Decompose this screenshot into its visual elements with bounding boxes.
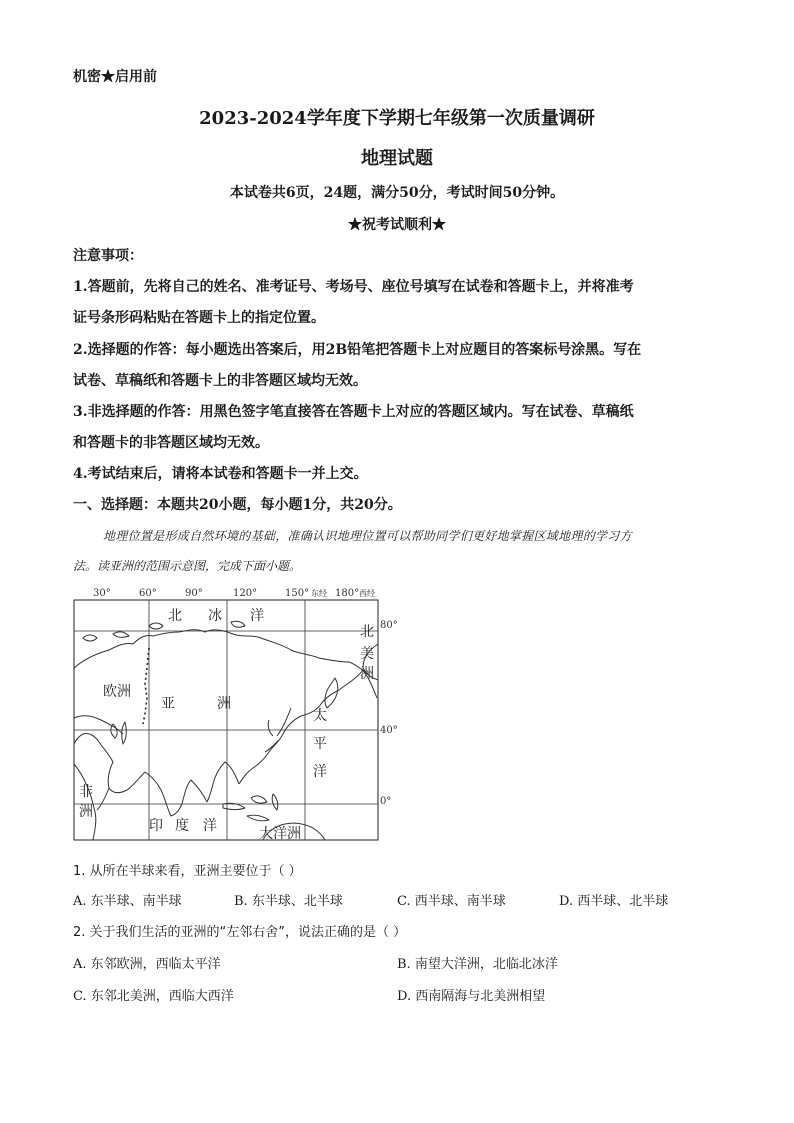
map-label-oceania: 大洋洲 — [259, 826, 301, 842]
lon-label: 东经 — [311, 589, 327, 598]
note-line: 3.非选择题的作答：用黑色签字笔直接答在答题卡上对应的答题区域内。写在试卷、草稿纸 — [73, 404, 634, 420]
map-label-indian: 印 — [149, 818, 163, 834]
note-line: 和答题卡的非答题区域均无效。 — [73, 435, 269, 451]
coastlines — [74, 621, 378, 840]
confidential-label: 机密★启用前 — [73, 69, 157, 85]
map-label-africa: 洲 — [79, 804, 93, 820]
exam-info: 本试卷共6页，24题，满分50分，考试时间50分钟。 — [229, 185, 565, 201]
note-line: 试卷、草稿纸和答题卡上的非答题区域均无效。 — [73, 373, 367, 389]
section-title: 一、选择题：本题共20小题，每小题1分，共20分。 — [73, 497, 402, 513]
subject-title: 地理试题 — [361, 148, 433, 169]
lon-label: 60° — [139, 588, 157, 599]
asia-map — [73, 586, 413, 844]
answer-option[interactable]: A. 东邻欧洲，西临太平洋 — [73, 957, 221, 972]
lon-label: 30° — [93, 588, 111, 599]
map-label-arctic: 北 — [168, 608, 182, 624]
notes-heading: 注意事项： — [73, 248, 143, 264]
note-line: 4.考试结束后，请将本试卷和答题卡一并上交。 — [73, 466, 368, 482]
answer-option[interactable]: B. 南望大洋洲，北临北冰洋 — [397, 957, 558, 972]
passage-line: 法。读亚洲的范围示意图，完成下面小题。 — [73, 559, 302, 573]
question-stem: 2. 关于我们生活的亚洲的“左邻右舍”，说法正确的是（ ） — [73, 925, 407, 940]
answer-option[interactable]: A. 东半球、南半球 — [73, 894, 182, 909]
lon-label: 180° — [335, 588, 360, 599]
map-label-pacific: 平 — [313, 736, 327, 752]
grid-lines — [74, 600, 378, 840]
lon-label: 150° — [285, 588, 310, 599]
map-label-north-america: 北 — [360, 624, 374, 640]
map-label-arctic: 冰 — [208, 608, 222, 624]
answer-option[interactable]: C. 西半球、南半球 — [397, 894, 506, 909]
answer-option[interactable]: D. 西南隔海与北美洲相望 — [397, 989, 546, 1004]
lat-label: 80° — [380, 620, 398, 631]
map-label-north-america: 洲 — [360, 666, 374, 682]
answer-option[interactable]: B. 东半球、北半球 — [234, 894, 343, 909]
question-stem: 1. 从所在半球来看，亚洲主要位于（ ） — [73, 864, 302, 879]
lon-label: 120° — [233, 588, 258, 599]
passage-line: 地理位置是形成自然环境的基础，准确认识地理位置可以帮助同学们更好地掌握区域地理的学习方 — [103, 529, 632, 543]
answer-option[interactable]: D. 西半球、北半球 — [559, 894, 669, 909]
lon-label: 90° — [185, 588, 203, 599]
good-luck-line: ★祝考试顺利★ — [348, 217, 446, 233]
map-label-indian: 洋 — [203, 818, 217, 834]
map-label-pacific: 太 — [313, 708, 327, 724]
note-line: 2.选择题的作答：每小题选出答案后，用2B铅笔把答题卡上对应题目的答案标号涂黑。写在 — [73, 342, 642, 358]
map-label-pacific: 洋 — [313, 764, 327, 780]
answer-option[interactable]: C. 东邻北美洲，西临大西洋 — [73, 989, 234, 1004]
map-label-africa: 非 — [79, 784, 93, 800]
map-label-europe: 欧洲 — [103, 684, 131, 700]
map-label-asia: 洲 — [217, 696, 231, 712]
map-label-north-america: 美 — [360, 646, 374, 662]
lat-label: 40° — [380, 725, 398, 736]
europe-asia-boundary — [143, 648, 149, 724]
note-line: 1.答题前，先将自己的姓名、准考证号、考场号、座位号填写在试卷和答题卡上，并将准考 — [73, 279, 634, 295]
note-line: 证号条形码粘贴在答题卡上的指定位置。 — [73, 310, 325, 326]
map-label-arctic: 洋 — [250, 608, 264, 624]
map-label-indian: 度 — [175, 818, 189, 834]
lon-label: 西经 — [359, 589, 375, 598]
map-label-asia: 亚 — [161, 696, 175, 712]
lat-label: 0° — [380, 796, 392, 807]
exam-title: 2023-2024学年度下学期七年级第一次质量调研 — [199, 108, 595, 129]
